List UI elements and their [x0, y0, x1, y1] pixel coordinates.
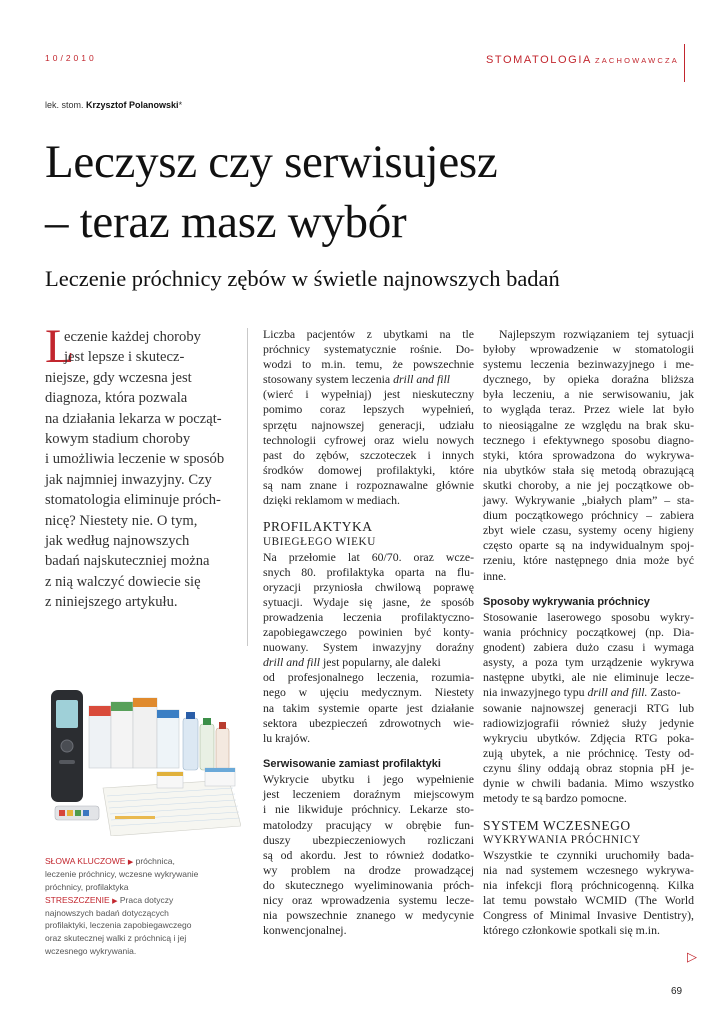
test-swatch [59, 810, 65, 816]
journal-section-title [486, 50, 679, 68]
body-line [483, 685, 694, 700]
author-mark: * [178, 100, 183, 110]
product-box-band [89, 706, 111, 716]
lead-line: i umożliwia leczenie w sposób [45, 451, 225, 468]
body-line: sowanie najnowszej generacji RTG lub [483, 700, 694, 715]
body-line: tecznego i efektywnego sposobu diagno- [483, 432, 694, 447]
body-line: gnodent) zabiera dużo czasu i wymaga [483, 640, 694, 655]
body-text: stosowany system leczenia [263, 372, 394, 387]
body-line: jest leczeniem doraźnym miejscowym [263, 787, 474, 802]
body-line: inne. [483, 568, 507, 583]
text-column-1 [263, 327, 474, 938]
header-divider [684, 44, 685, 82]
heading-rest: YSTEM WCZESNEGO [491, 817, 631, 833]
body-line: są nam znane i rozpoznawalne głównie [263, 477, 474, 492]
keywords-line: leczenie próchnicy, wczesne wykrywanie [45, 868, 199, 879]
article-title-line-1: Leczysz czy serwisujesz [45, 136, 498, 188]
lead-line: kowym stadium choroby [45, 430, 191, 447]
lead-divider [247, 328, 248, 646]
body-line: wy problem na drodze prowadzącej [263, 862, 474, 877]
section-heading-line-2: WYKRYWANIA PRÓCHNICY [483, 833, 641, 846]
page-number: 69 [671, 986, 683, 997]
body-line: Congress of Minimal Invasive Dentistry), [483, 908, 694, 923]
triangle-icon: ▶ [127, 859, 134, 866]
body-line: na takim systemie oparte jest działanie [263, 700, 474, 715]
article-title-line-2: – teraz masz wybór [45, 196, 407, 248]
body-line: oryzacji przyniosła chwilową poprawę [263, 579, 474, 594]
summary-text: Praca dotyczy [119, 894, 174, 905]
body-line: środków domowej profilaktyki, które [263, 462, 474, 477]
issue-number: 10/2010 [45, 53, 97, 63]
body-line: styki, która sprowadzona do wykrywa- [483, 447, 694, 462]
lead-line: stomatologia eliminuje próch- [45, 492, 221, 509]
continue-arrow-icon: ▷ [687, 949, 697, 964]
author-prefix: lek. stom. [45, 100, 84, 110]
body-text: jest popularny, ale daleki [320, 655, 441, 670]
body-line: są od akordu. Jest to również dodatko- [263, 847, 474, 862]
lead-line: jak według najnowszych [45, 532, 190, 549]
body-line: duszy ubezpieczeniowych rozliczani [263, 832, 474, 847]
body-line: zapobiegawczego powinien być konty- [263, 625, 474, 640]
section-heading-system [483, 818, 694, 833]
body-line: konwencjonalnej. [263, 923, 347, 938]
product-box-band [157, 710, 179, 718]
bottle-cap [186, 712, 195, 719]
lead-paragraph [45, 320, 245, 612]
journal-name: STOMATOLOGIA [485, 54, 592, 66]
section-heading-profilaktyka [263, 519, 474, 534]
body-line: radiowizjografii również służy jedynie [483, 715, 694, 730]
body-text: Zasto- [650, 685, 681, 700]
drill-and-fill-term: drill and fill [393, 372, 451, 387]
body-line: wania próchnicy początkowej (np. Dia- [483, 625, 694, 640]
body-line: którego członkowie spotkali się m.in. [483, 923, 660, 938]
body-line: nia infekcji florą próchnicogenną. Kilka [483, 877, 694, 892]
summary-line: najnowszych badań dotyczących [45, 907, 169, 918]
body-line: zbyt wiele czasu, systemy oceny higieny [483, 523, 694, 538]
body-line: wodzi to m.in. temu, że powszechnie [263, 357, 474, 372]
body-line: (wierć i wypełniaj) jest nieskuteczny [263, 387, 474, 402]
body-line: sektora ubezpieczeń zdrowotnych wie- [263, 715, 474, 730]
body-line: nia powszechnie znanego w medycynie [263, 908, 474, 923]
body-line: snych 80. profilaktyka oparta na flu- [263, 564, 474, 579]
body-text: nia inwazyjnego typu [483, 685, 588, 700]
body-line: nicy oraz wprowadzenia systemu lecze- [263, 892, 474, 907]
drill-and-fill-term: drill and fill [263, 655, 321, 670]
keywords-line: próchnicy, profilaktyka [45, 881, 129, 892]
chart-strip [115, 816, 155, 819]
body-line: byłoby wprowadzenie w stomatologii [483, 342, 694, 357]
test-swatch [83, 810, 89, 816]
body-line: nia ubytków stała się metodą obrazującą [483, 462, 694, 477]
body-line: dynie w chwili badania. Mimo wszystko [483, 776, 694, 791]
heading-rest: ROFILAKTYKA [271, 519, 373, 535]
body-line: sprzętu najnowszej generacji, udziału [263, 417, 474, 432]
lead-line: badań najskuteczniej można [45, 553, 210, 570]
body-line: zują ubytek, a nie próchnicę. Testy od- [483, 745, 694, 760]
test-swatch [75, 810, 81, 816]
summary-line: oraz skutecznej walki z próchnicą i jej [45, 933, 187, 944]
body-line: lu krajów. [263, 730, 311, 745]
body-line: technologii cyfrowej oraz wielu nowych [263, 432, 474, 447]
lead-line: z nią walczyć dowiecie się [45, 573, 201, 590]
body-line: próchnicy systematycznie rośnie. Do- [263, 342, 474, 357]
keywords-text: próchnica, [135, 856, 175, 866]
heading-cap: P [263, 519, 272, 535]
product-box [157, 710, 179, 768]
test-swatch [67, 810, 73, 816]
body-line: Wszystkie te czynniki uruchomiły bada- [483, 847, 694, 862]
product-box [111, 702, 133, 768]
body-line: i nie likwiduje próchnicy. Lekarze sto- [263, 802, 474, 817]
body-line: systemu leczenia bezinwazyjnego i me- [483, 357, 694, 372]
device-button [61, 740, 73, 752]
summary-label: STRESZCZENIE [45, 894, 110, 905]
bottle [183, 718, 198, 770]
device-screen [56, 700, 78, 728]
article-subtitle: Leczenie próchnicy zębów w świetle najnowszych badań [45, 266, 560, 291]
product-box-band [133, 698, 157, 707]
body-line [263, 372, 474, 387]
text-column-2 [483, 327, 694, 938]
body-line: sytuacji. Wydaje się jasne, że sposób [263, 594, 474, 609]
body-line: pomimo coraz lepszych wypełnień, [263, 402, 474, 417]
product-box-band [111, 702, 133, 711]
body-line: do skutecznego wyeliminowania próch- [263, 877, 474, 892]
lead-line: niejsze, gdy wczesna jest [45, 369, 192, 386]
summary-line [45, 894, 255, 907]
journal-subtitle: ZACHOWAWCZA [594, 56, 679, 65]
lead-line: jak najmniej inwazyjny. Czy [45, 471, 212, 488]
bottle-cap [203, 718, 211, 725]
body-line: nego w ujęciu medycznym. Niestety [263, 685, 474, 700]
small-box-band [157, 772, 183, 776]
body-line: była leczeniu, a nie serwisowaniu, jak [483, 387, 694, 402]
body-line: nia nad systemem wczesnego wykrywa- [483, 862, 694, 877]
lead-line: jest lepsze i skutecz- [64, 349, 185, 366]
body-line: od profesjonalnego leczenia, rozumia- [263, 670, 474, 685]
lead-line: eczenie każdej choroby [64, 329, 201, 345]
body-line: past do zębów, szczoteczek i innych [263, 447, 474, 462]
body-line: metody te są bardzo pomocne. [483, 791, 627, 806]
body-line: Stosowanie laserowego sposobu wykry- [483, 609, 694, 624]
keywords-line [45, 855, 255, 868]
section-heading-line-2: UBIEGŁEGO WIEKU [263, 535, 376, 548]
summary-line: wczesnego wykrywania. [45, 946, 137, 957]
keywords-label: SŁOWA KLUCZOWE [45, 856, 126, 866]
lead-line: diagnoza, która pozwala [45, 390, 188, 407]
body-line: dycznego, by opieka doraźna bliższa [483, 372, 694, 387]
body-line: nuowany. System inwazyjny doraźny [263, 640, 474, 655]
body-line: dzięki reklamom w mediach. [263, 493, 400, 508]
body-line: Liczba pacjentów z ubytkami na tle [263, 327, 474, 341]
body-line: Na przełomie lat 60/70. oraz wcze- [263, 549, 474, 564]
product-photo [45, 688, 241, 836]
body-line: rzeniu, które następnego dnia może być [483, 553, 694, 568]
body-line: skutki choroby, a nie jej początkowe ob- [483, 477, 694, 492]
chart-sheet [103, 780, 241, 836]
body-line: często oparte są na indywidualnym spoj- [483, 538, 694, 553]
lead-line: na działania lekarza w począt- [45, 410, 222, 427]
triangle-icon: ▶ [112, 897, 118, 905]
small-box-band [205, 768, 235, 772]
keywords-summary [45, 855, 255, 958]
summary-line: profilaktyki, leczenia zapobiegawczego [45, 920, 192, 931]
section-heading-sposoby: Sposoby wykrywania próchnicy [483, 595, 650, 608]
body-line: asysty, a poza tym urządzenie wykrywa [483, 655, 694, 670]
body-line: czynu śliny oddają obraz stopnia pH je- [483, 760, 694, 775]
body-line: Wykrycie ubytku i jego wypełnienie [263, 772, 474, 787]
bottle-cap [219, 722, 226, 729]
product-box [133, 698, 157, 768]
body-line: prowadzenia leczenia profilaktyczno- [263, 609, 474, 624]
body-line: Najlepszym rozwiązaniem tej sytuacji [499, 327, 694, 341]
author-line [45, 100, 182, 110]
body-line: jawy. Wykrywanie „białych plam” – sta- [483, 493, 694, 508]
drill-and-fill-term: drill and fill. [587, 685, 648, 700]
lead-drop-cap: L [45, 320, 75, 373]
bottle [216, 728, 229, 770]
bottle [200, 724, 214, 770]
body-line: matolodzy pracujący w obrębie fun- [263, 817, 474, 832]
body-line: to nieosiągalne ze względu na brak sku- [483, 417, 694, 432]
section-heading-serwisowanie: Serwisowanie zamiast profilaktyki [263, 758, 441, 771]
body-line: to wygląda teraz. Przez wiele lat było [483, 402, 694, 417]
body-line: lat temu powstało WCMID (The World [483, 892, 694, 907]
heading-cap: S [483, 817, 492, 833]
author-name: Krzysztof Polanowski [86, 100, 179, 110]
device-slot [59, 760, 75, 764]
lead-line: z niniejszego artykułu. [45, 594, 178, 611]
body-line: dium początkowego próchnicy – zabiera [483, 508, 694, 523]
body-line: wykryciu ubytków. Zdjęcia RTG poka- [483, 730, 694, 745]
lead-line: nicę? Niestety nie. O tym, [45, 512, 198, 529]
body-line: następne ubytki, ale nie eliminuje lecze- [483, 670, 694, 685]
body-line [263, 655, 474, 670]
